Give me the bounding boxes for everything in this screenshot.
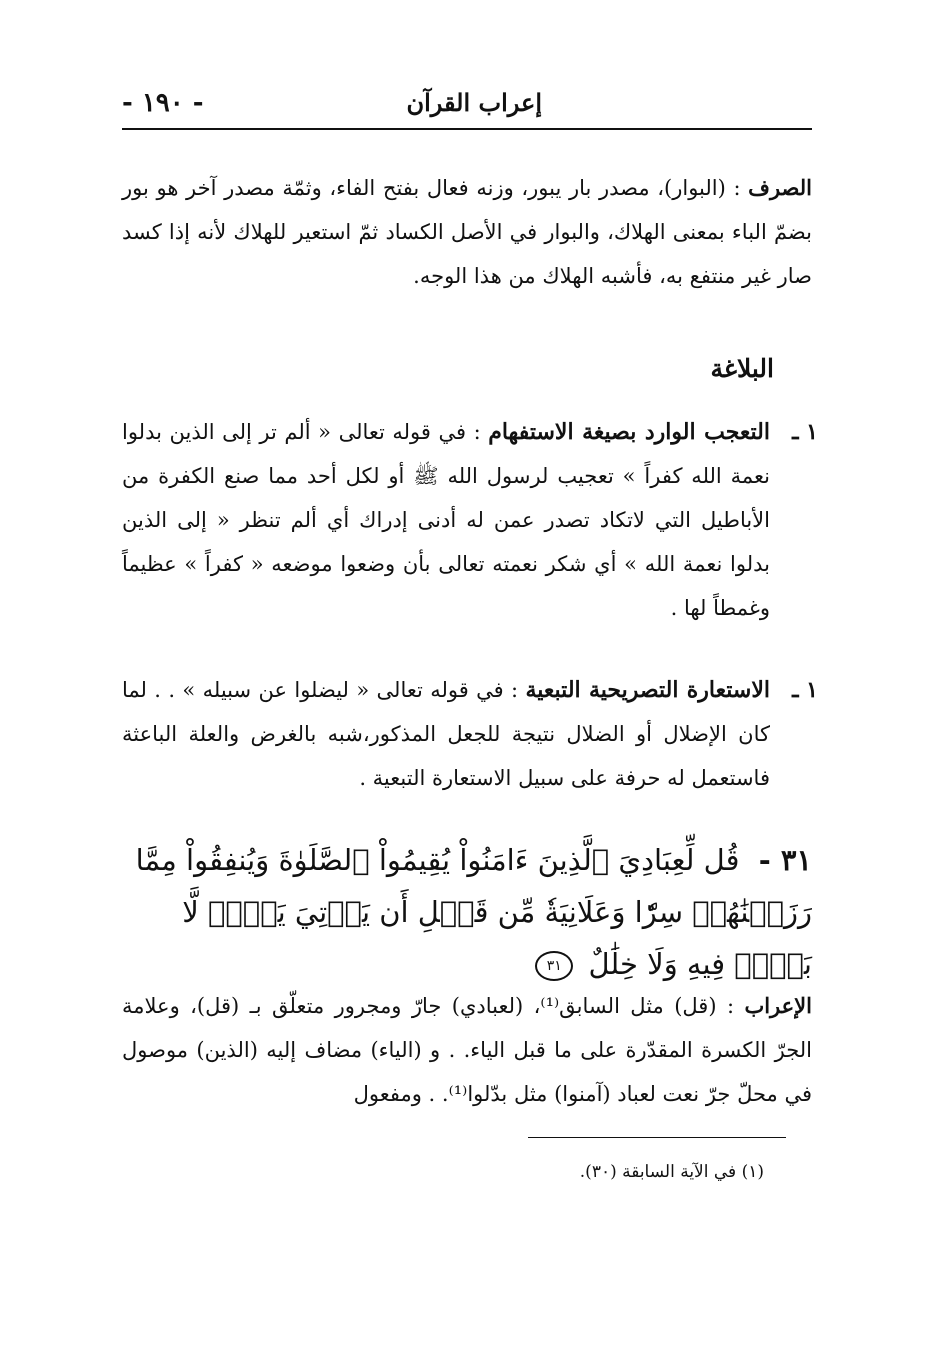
verse-end-marker: ٣١ (535, 951, 573, 981)
footnote-rule (528, 1137, 786, 1138)
irab-label: الإعراب (744, 993, 812, 1018)
quran-verse (122, 834, 812, 990)
header-rule (122, 128, 812, 130)
item-text: : في قوله تعالى « ألم تر إلى الذين بدلوا نعمة الله كفراً » تعجيب لرسول الله ﷺ أو لكل أحد مما صنع الكفرة من الأباطيل التي لاتكاد تصدر عمن له أدنى إدراك أي ألم تنظر « إلى الذين بدلوا نعمة الله » أي شكر نعمته تعالى بأن وضعوا موضعه « كفراً » عظيماً وغمطاً لها . (122, 420, 770, 620)
page-header (122, 88, 812, 128)
verse-text: قُل لِّعِبَادِيَ ٱلَّذِينَ ءَامَنُواْ يُقِيمُواْ ٱلصَّلَوٰةَ وَيُنفِقُواْ مِمَّا رَزَقۡنَٰهُمۡ سِرّٗا وَعَلَانِيَةٗ مِّن قَبۡلِ أَن يَأۡتِيَ يَوۡمٞ لَّا بَيۡعٞ فِيهِ وَلَا خِلَٰلٌ (135, 843, 812, 981)
balagha-item-2 (122, 668, 818, 800)
balagha-heading: البلاغة (710, 354, 774, 383)
item-number: ١ ـ (792, 677, 818, 703)
item-heading: التعجب الوارد بصيغة الاستفهام (488, 419, 770, 445)
running-title: إعراب القرآن (406, 88, 542, 117)
sarf-paragraph (122, 166, 812, 298)
irab-text: : (قل) مثل السابق⁽¹⁾، (لعبادي) جارّ ومجرور متعلّق بـ (قل)، وعلامة الجرّ الكسرة المقدّرة على ما قبل الياء. . و (الياء) مضاف إليه (الذين) موصول في محلّ جرّ نعت لعباد (آمنوا) مثل بدّلوا⁽¹⁾. . ومفعول (122, 994, 812, 1106)
item-text: : في قوله تعالى « ليضلوا عن سبيله » . . لما كان الإضلال أو الضلال نتيجة للجعل المذكور،شبه بالغرض والعلة الباعثة فاستعمل له حرفة على سبيل الاستعارة التبعية . (122, 678, 770, 790)
item-heading: الاستعارة التصريحية التبعية (525, 677, 770, 703)
item-number: ١ ـ (792, 419, 818, 445)
footnote: (١) في الآية السابقة (٣٠). (579, 1162, 764, 1182)
balagha-item-1 (122, 410, 818, 630)
page-number: - ١٩٠ - (122, 88, 204, 118)
sarf-label: الصرف (748, 175, 812, 200)
sarf-text: : (البوار)، مصدر بار يبور، وزنه فعال بفتح الفاء، وثمّة مصدر آخر هو بور بضمّ الباء بمعنى الهلاك، والبوار في الأصل الكساد ثمّ استعير للهلاك لأنه إذا كسد صار غير منتفع به، فأشبه الهلاك من هذا الوجه. (122, 176, 812, 288)
irab-paragraph (122, 984, 812, 1116)
verse-number: ٣١ - (758, 843, 812, 877)
